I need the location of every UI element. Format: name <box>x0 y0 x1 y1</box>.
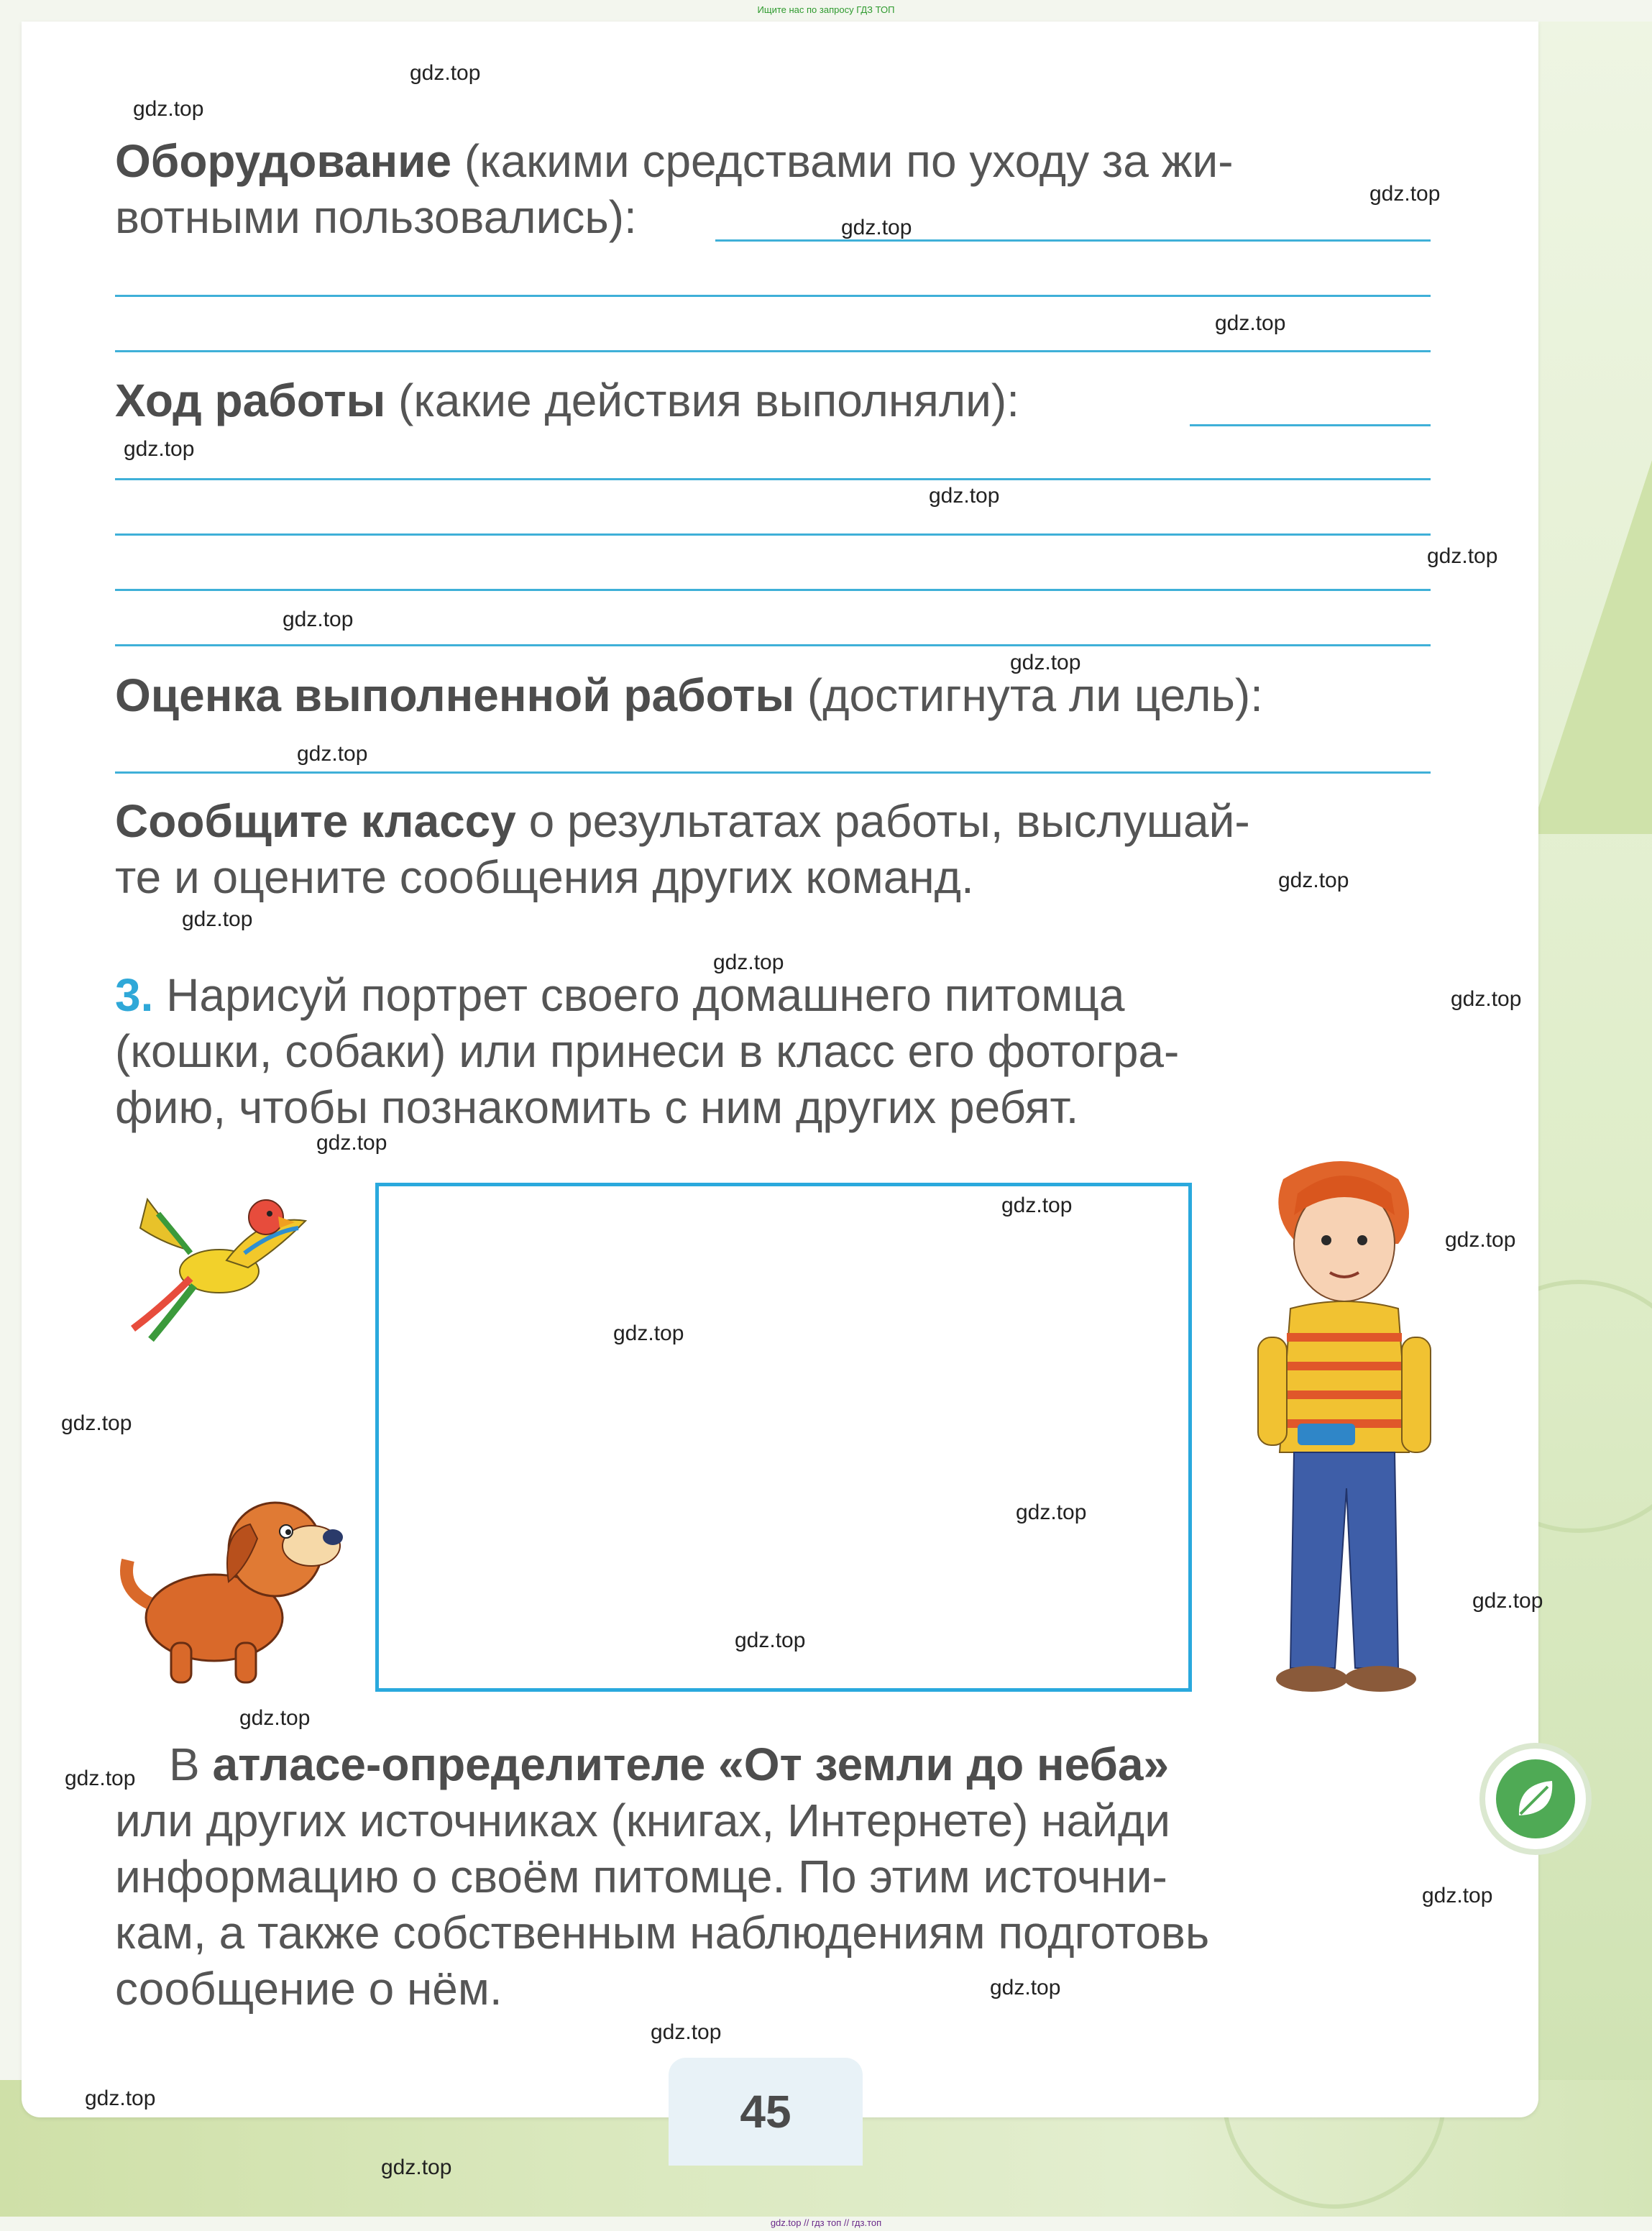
report-line-2: те и оцените сообщения других команд. <box>115 851 974 903</box>
watermark: gdz.top <box>1422 1884 1493 1907</box>
watermark: gdz.top <box>239 1706 311 1730</box>
watermark: gdz.top <box>182 907 253 931</box>
watermark: gdz.top <box>929 484 1000 508</box>
watermark: gdz.top <box>735 1628 806 1652</box>
watermark: gdz.top <box>713 950 784 974</box>
footer-note: gdz.top // гдз топ // гдз.топ <box>770 2217 882 2228</box>
evaluation-heading: Оценка выполненной работы (достигнута ли цель): <box>115 669 1263 721</box>
watermark: gdz.top <box>990 1976 1061 1999</box>
puppy-illustration <box>114 1481 351 1690</box>
page-number: 45 <box>740 2086 791 2138</box>
atlas-line-3: информацию о своём питомце. По этим источни- <box>115 1851 1167 1902</box>
answer-line[interactable] <box>115 644 1431 646</box>
answer-line[interactable] <box>1190 424 1431 426</box>
watermark: gdz.top <box>1427 544 1498 568</box>
leaf-icon <box>1485 1749 1586 1849</box>
answer-line[interactable] <box>115 589 1431 591</box>
equipment-line-1: Оборудование (какими средствами по уходу за жи- <box>115 135 1234 187</box>
watermark: gdz.top <box>61 1411 132 1435</box>
boy-illustration <box>1254 1150 1434 1711</box>
task3-line-2: (кошки, собаки) или принеси в класс его фотогра- <box>115 1025 1180 1077</box>
watermark: gdz.top <box>381 2156 452 2179</box>
equipment-line-2: вотными пользовались): <box>115 191 637 243</box>
watermark: gdz.top <box>297 742 368 766</box>
watermark: gdz.top <box>1451 987 1522 1011</box>
progress-heading: Ход работы (какие действия выполняли): <box>115 375 1019 426</box>
watermark: gdz.top <box>65 1767 136 1790</box>
watermark: gdz.top <box>1010 651 1081 674</box>
atlas-line-2: или других источниках (книгах, Интернете) найди <box>115 1795 1170 1846</box>
watermark: gdz.top <box>133 97 204 121</box>
watermark: gdz.top <box>283 608 354 631</box>
atlas-line-1: В атласе-определителе «От земли до неба» <box>169 1738 1170 1790</box>
parrot-illustration <box>119 1185 320 1343</box>
watermark: gdz.top <box>124 437 195 461</box>
report-line-1: Сообщите классу о результатах работы, выслушай- <box>115 795 1250 847</box>
answer-line[interactable] <box>115 350 1431 352</box>
answer-line[interactable] <box>115 295 1431 297</box>
watermark: gdz.top <box>1278 869 1349 892</box>
watermark: gdz.top <box>841 216 912 239</box>
page-number-tab <box>669 2058 863 2166</box>
header-note: Ищите нас по запросу ГДЗ ТОП <box>757 4 895 15</box>
watermark: gdz.top <box>85 2086 156 2110</box>
atlas-line-4: кам, а также собственным наблюдениям подготовь <box>115 1907 1210 1959</box>
answer-line[interactable] <box>115 478 1431 480</box>
drawing-area[interactable] <box>375 1183 1192 1692</box>
task3-line-1: 3. Нарисуй портрет своего домашнего питомца <box>115 969 1125 1021</box>
answer-line[interactable] <box>115 533 1431 536</box>
atlas-line-5: сообщение о нём. <box>115 1963 503 2015</box>
watermark: gdz.top <box>1215 311 1286 335</box>
watermark: gdz.top <box>410 61 481 85</box>
watermark: gdz.top <box>1369 182 1441 206</box>
green-triangle-decoration <box>1530 460 1652 834</box>
task3-line-3: фию, чтобы познакомить с ним других ребят. <box>115 1081 1079 1133</box>
watermark: gdz.top <box>316 1131 387 1155</box>
watermark: gdz.top <box>1445 1228 1516 1252</box>
watermark: gdz.top <box>1001 1194 1073 1217</box>
answer-line[interactable] <box>115 771 1431 774</box>
watermark: gdz.top <box>651 2020 722 2044</box>
watermark: gdz.top <box>1016 1501 1087 1524</box>
watermark: gdz.top <box>1472 1589 1543 1613</box>
watermark: gdz.top <box>613 1321 684 1345</box>
answer-line[interactable] <box>715 239 1431 242</box>
